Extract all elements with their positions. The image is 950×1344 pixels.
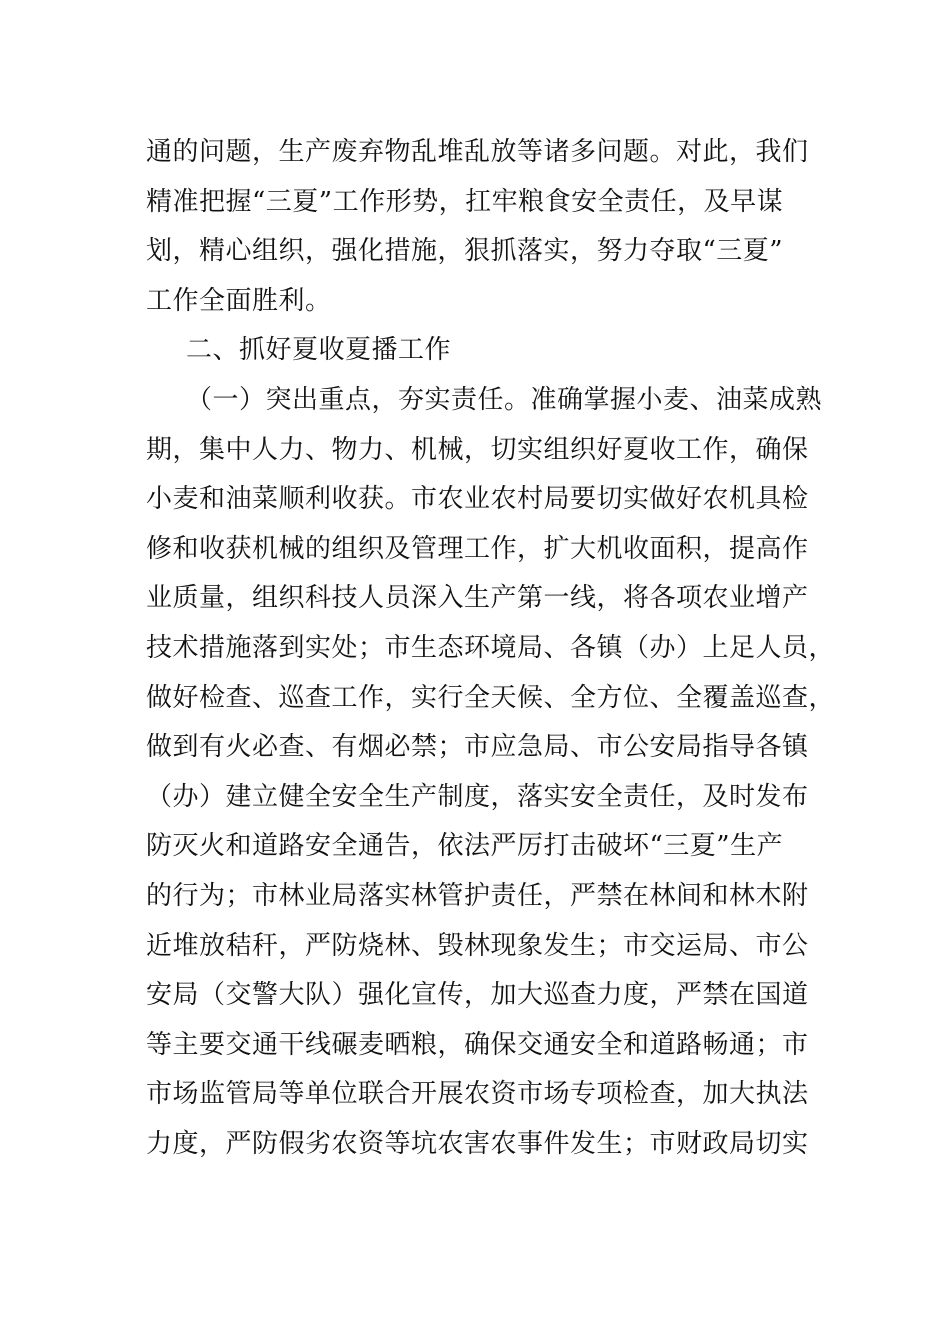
- section-heading: 二、抓好夏收夏播工作: [186, 335, 452, 366]
- text-line: 等主要交通干线碾麦晒粮，确保交通安全和道路畅通；市: [146, 1029, 809, 1060]
- text-line: 通的问题，生产废弃物乱堆乱放等诸多问题。对此，我们: [146, 137, 809, 167]
- text-line: 市场监管局等单位联合开展农资市场专项检查，加大执法: [146, 1079, 809, 1110]
- document-body: [146, 128, 836, 1169]
- text-line: 防灭火和道路安全通告，依法严厉打击破坏“三夏”生产: [146, 831, 784, 862]
- text-line: 近堆放秸秆，严防烧林、毁林现象发生；市交运局、市公: [146, 930, 809, 961]
- text-line: 精准把握“三夏”工作形势，扛牢粮食安全责任，及早谋: [146, 186, 784, 217]
- text-line: 工作全面胜利。: [146, 285, 332, 316]
- text-line: 的行为；市林业局落实林管护责任，严禁在林间和林木附: [146, 880, 809, 911]
- text-line: 期，集中人力、物力、机械，切实组织好夏收工作，确保: [146, 434, 809, 465]
- text-line: （办）建立健全安全生产制度，落实安全责任，及时发布: [146, 781, 809, 812]
- text-line: 修和收获机械的组织及管理工作，扩大机收面积，提高作: [146, 533, 809, 564]
- text-line: 做到有火必查、有烟必禁；市应急局、市公安局指导各镇: [146, 732, 809, 763]
- text-line: 力度，严防假劣农资等坑农害农事件发生；市财政局切实: [146, 1128, 809, 1159]
- text-line: 划，精心组织，强化措施，狠抓落实，努力夺取“三夏”: [146, 236, 784, 267]
- text-line: 技术措施落到实处；市生态环境局、各镇（办）上足人员，: [146, 632, 836, 663]
- text-line: 业质量，组织科技人员深入生产第一线，将各项农业增产: [146, 583, 809, 614]
- text-line: 小麦和油菜顺利收获。市农业农村局要切实做好农机具检: [146, 484, 809, 515]
- text-line: 安局（交警大队）强化宣传，加大巡查力度，严禁在国道: [146, 980, 809, 1011]
- text-line: （一）突出重点，夯实责任。准确掌握小麦、油菜成熟: [186, 384, 823, 415]
- text-line: 做好检查、巡查工作，实行全天候、全方位、全覆盖巡查，: [146, 682, 836, 713]
